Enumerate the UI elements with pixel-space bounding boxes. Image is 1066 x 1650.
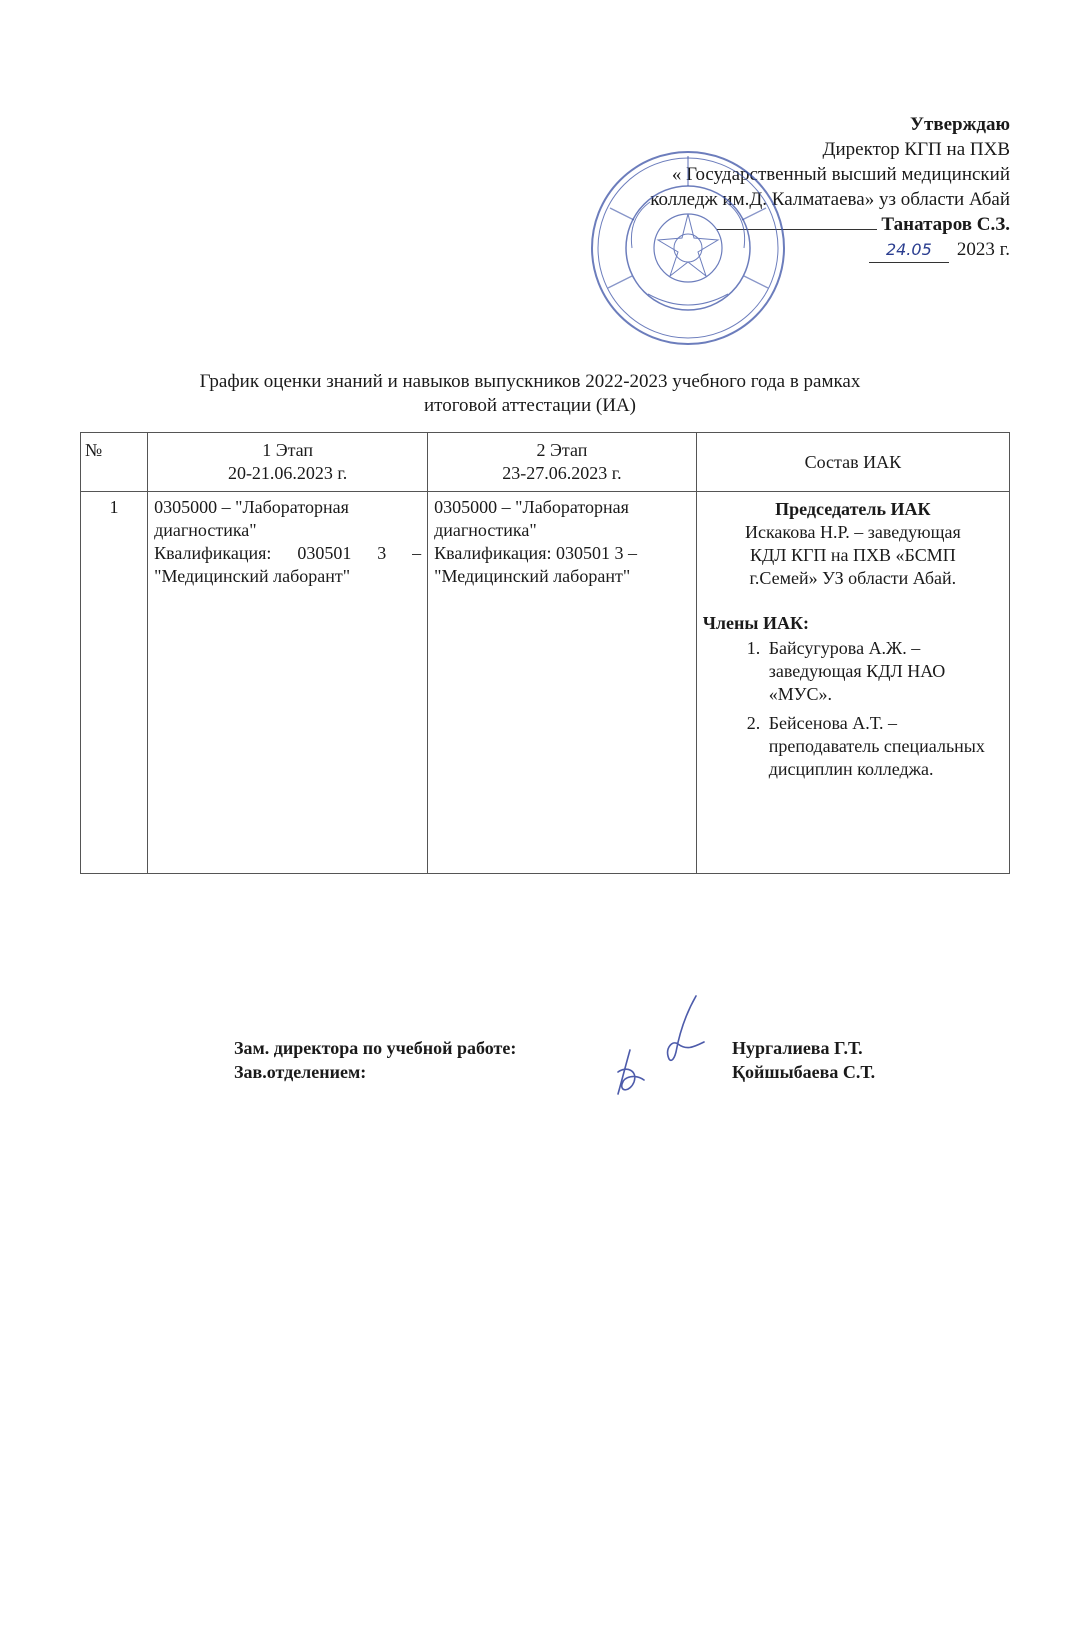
role-department-head: Зав.отделением: (234, 1062, 367, 1082)
approval-heading: Утверждаю (910, 114, 1010, 135)
row-number: 1 (81, 492, 148, 874)
role-deputy-director: Зам. директора по учебной работе: (234, 1038, 517, 1058)
stage-1-title: 1 Этап (262, 440, 314, 460)
stage-2-cell (428, 492, 697, 874)
table-row (81, 492, 1010, 874)
members-title: Члены ИАК: (702, 613, 809, 633)
approval-line-2: « Государственный высший медицинский (671, 164, 1010, 185)
title-line-1: График оценки знаний и навыков выпускников 2022-2023 учебного года в рамках (199, 371, 861, 392)
commission-title: Состав ИАК (804, 451, 902, 472)
name-department-head: Қойшыбаева С.Т. (732, 1062, 876, 1082)
header-commission (696, 433, 1009, 492)
stage-1-line-1: 0305000 – "Лабораторная (154, 497, 349, 517)
handwritten-signature-icon (600, 990, 720, 1100)
chair-line-1: Искакова Н.Р. – заведующая (744, 522, 961, 542)
stage-1-cell (148, 492, 428, 874)
header-stage-2 (428, 433, 697, 492)
stage-1-dates: 20-21.06.2023 г. (227, 463, 348, 483)
stage-2-line-4: "Медицинский лаборант" (434, 566, 631, 586)
approval-year: 2023 г. (956, 239, 1010, 260)
members-list (703, 637, 1003, 781)
title-line-2: итоговой аттестации (ИА) (423, 395, 636, 416)
chair-line-3: г.Семей» УЗ области Абай. (749, 568, 957, 588)
table-header-row (81, 433, 1010, 492)
stage-2-line-3: Квалификация: 030501 3 – (434, 543, 637, 563)
stage-2-title: 2 Этап (536, 440, 588, 460)
header-stage-1 (148, 433, 428, 492)
approval-signer: Танатаров С.З. (881, 214, 1010, 235)
stage-2-line-2: диагностика" (434, 520, 537, 540)
footer-roles (234, 1036, 516, 1084)
stage-2-line-1: 0305000 – "Лабораторная (434, 497, 629, 517)
commission-cell (696, 492, 1009, 874)
document-title (90, 370, 970, 418)
name-deputy-director: Нургалиева Г.Т. (732, 1038, 863, 1058)
approval-line-1: Директор КГП на ПХВ (822, 139, 1010, 160)
stage-1-line-2: диагностика" (154, 520, 257, 540)
stage-1-line-4: "Медицинский лаборант" (154, 566, 351, 586)
stage-1-line-3: Квалификация: 030501 3 – (154, 543, 422, 563)
approval-date: 24.05 (869, 237, 949, 263)
approval-line-3: колледж им.Д. Калматаева» уз области Абай (650, 189, 1010, 210)
stage-2-dates: 23-27.06.2023 г. (502, 463, 622, 483)
chair-title: Председатель ИАК (775, 499, 931, 519)
chair-line-2: КДЛ КГП на ПХВ «БСМП (749, 545, 956, 565)
footer-names (732, 1036, 875, 1084)
official-round-seal-icon (588, 148, 788, 348)
list-item: 2. Бейсенова А.Т. – преподаватель специальных дисциплин колледжа. (765, 712, 1003, 781)
list-item: 1. Байсугурова А.Ж. – заведующая КДЛ НАО «МУС». (765, 637, 1003, 706)
header-number: № (81, 433, 148, 492)
attestation-schedule-table (80, 432, 1010, 874)
